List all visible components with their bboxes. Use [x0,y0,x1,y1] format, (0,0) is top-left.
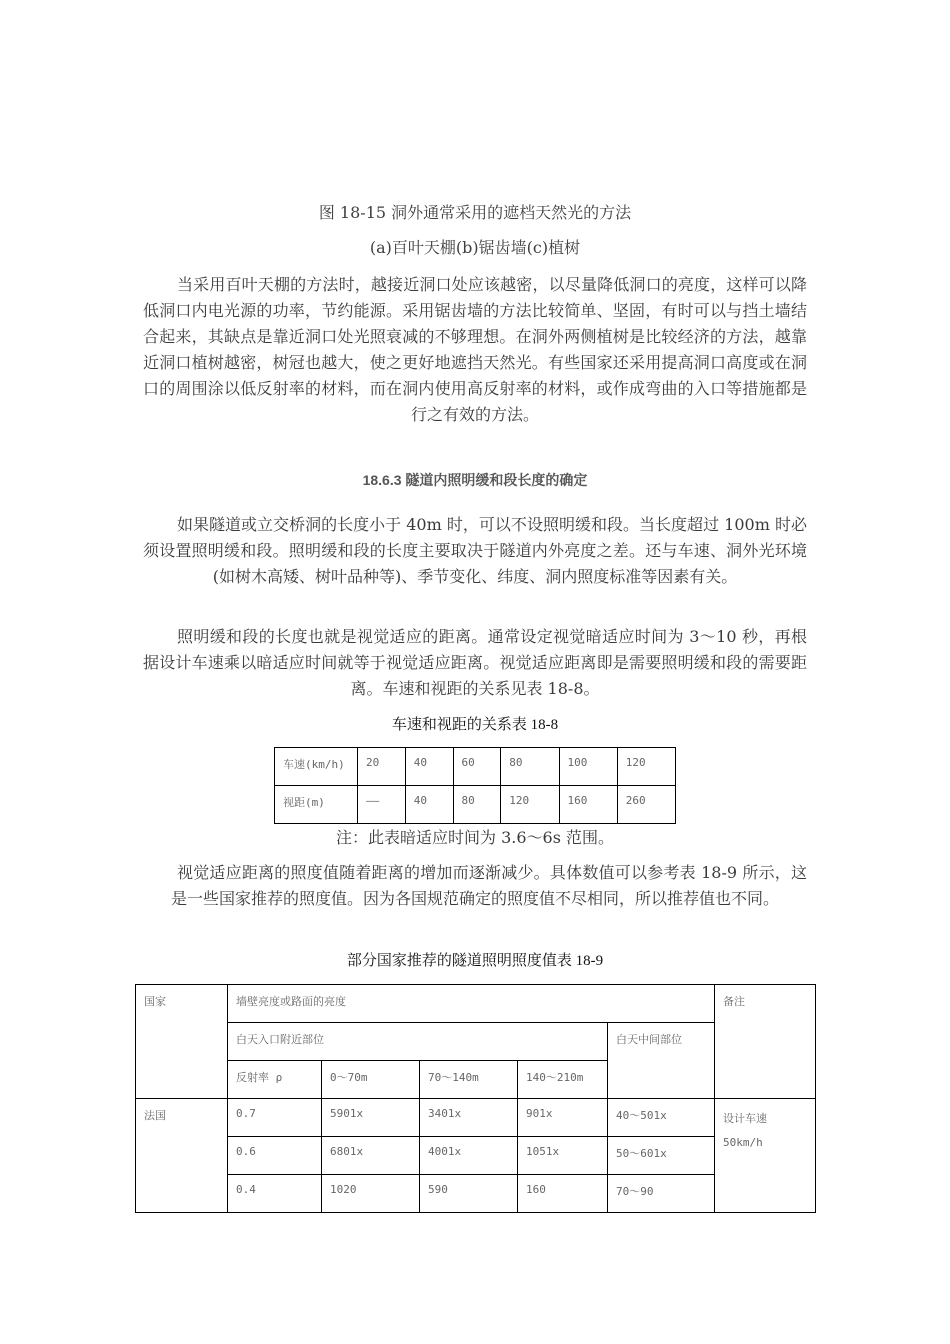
paragraph-1-text: 当采用百叶天棚的方法时，越接近洞口处应该越密，以尽量降低洞口的亮度，这样可以降低洞口内电光源的功率，节约能源。采用锯齿墙的方法比较简单、坚固，有时可以与挡土墙结合起来，其缺点是靠近洞口处光照衰减的不够理想。在洞外两侧植树是比较经济的方法，越靠近洞口植树越密，树冠也越大，使之更好地遮挡天然光。有些国家还采用提高洞口高度或在洞口的周围涂以低反射率的材料，而在洞内使用高反射率的材料，或作成弯曲的入口等措施都是行之有效的方法。 [143,275,807,424]
table-cell: 40 [405,786,453,824]
table-cell: 120 [501,786,559,824]
header-middle: 白天中间部位 [608,1023,715,1099]
paragraph-3-text: 照明缓和段的长度也就是视觉适应的距离。通常设定视觉暗适应时间为 3～10 秒，再根据设计车速乘以暗适应时间就等于视觉适应距离。视觉适应距离即是需要照明缓和段的需要距离。车速和视距的关系见表 18-8。 [143,627,807,698]
paragraph-2-text: 如果隧道或立交桥洞的长度小于 40m 时，可以不设照明缓和段。当长度超过 100m 时必须设置照明缓和段。照明缓和段的长度主要取决于隧道内外亮度之差。还与车速、洞外光环境(如树木高矮、树叶品种等)、季节变化、纬度、洞内照度标准等因素有关。 [143,515,807,586]
table-row [136,985,816,1023]
header-entrance: 白天入口附近部位 [228,1023,608,1061]
table-cell: 50～601x [608,1137,715,1175]
paragraph-2 [143,512,807,590]
table-cell: 车速(km/h) [275,748,358,786]
figure-subtitle: (a)百叶天棚(b)锯齿墙(c)植树 [369,238,581,257]
header-range-3: 140～210m [518,1061,608,1099]
table-cell: 3401x [420,1099,518,1137]
table-cell: 70～90 [608,1175,715,1213]
table-row [136,1099,816,1137]
table-cell: 80 [501,748,559,786]
table-cell: 160 [518,1175,608,1213]
table-cell: 80 [453,786,501,824]
table-row [136,1175,816,1213]
paragraph-3 [143,624,807,702]
table-18-8-caption: 车速和视距的关系表 18-8 [391,717,559,733]
table-cell: 60 [453,748,501,786]
section-heading: 18.6.3 隧道内照明缓和段长度的确定 [362,472,588,488]
remark-cell: 设计车速 50km/h [715,1099,816,1213]
table-cell: 5901x [322,1099,420,1137]
paragraph-4 [143,860,807,912]
table-cell: 120 [617,748,675,786]
table-cell: 590 [420,1175,518,1213]
header-country: 国家 [136,985,228,1099]
table-cell: 20 [358,748,406,786]
paragraph-4-text: 视觉适应距离的照度值随着距离的增加而逐渐减少。具体数值可以参考表 18-9 所示，这是一些国家推荐的照度值。因为各国规范确定的照度值不尽相同，所以推荐值也不同。 [170,863,807,908]
header-reflectance: 反射率 ρ [228,1061,322,1099]
header-remark: 备注 [715,985,816,1099]
table-cell: 1051x [518,1137,608,1175]
table-cell: 1020 [322,1175,420,1213]
table-cell: 100 [559,748,617,786]
table-row [136,1023,816,1061]
table-cell: 视距(m) [275,786,358,824]
header-range-2: 70～140m [420,1061,518,1099]
figure-title: 图 18-15 洞外通常采用的遮档天然光的方法 [318,203,632,222]
country-cell: 法国 [136,1099,228,1213]
table-cell: 901x [518,1099,608,1137]
table-cell: 6801x [322,1137,420,1175]
header-brightness: 墙壁亮度或路面的亮度 [228,985,715,1023]
table-18-9 [135,984,816,1213]
table-row [275,748,676,786]
table-cell: 0.4 [228,1175,322,1213]
table-cell: 40 [405,748,453,786]
table-cell: 0.6 [228,1137,322,1175]
table-18-9-caption: 部分国家推荐的隧道照明照度值表 18-9 [346,953,604,969]
paragraph-1 [143,272,807,428]
table-18-8-note: 注：此表暗适应时间为 3.6～6s 范围。 [335,828,614,847]
table-cell: —— [358,786,406,824]
table-cell: 40～501x [608,1099,715,1137]
table-row [275,786,676,824]
table-cell: 160 [559,786,617,824]
table-cell: 4001x [420,1137,518,1175]
header-range-1: 0～70m [322,1061,420,1099]
table-row [136,1137,816,1175]
table-cell: 260 [617,786,675,824]
table-cell: 0.7 [228,1099,322,1137]
table-18-8 [274,747,676,824]
